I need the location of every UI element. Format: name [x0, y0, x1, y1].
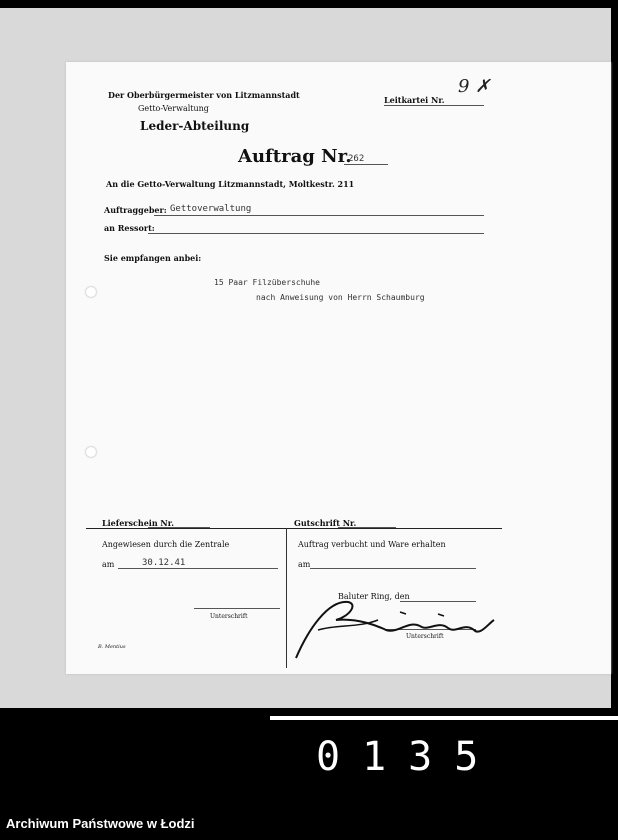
client-label: Auftraggeber: [104, 205, 167, 215]
unterschrift-left: Unterschrift [210, 613, 248, 620]
form-top-rule [86, 528, 502, 529]
handwritten-note: 9 ✗ [458, 76, 491, 97]
document-page [66, 62, 611, 674]
lieferschein-label: Lieferschein Nr. [102, 518, 174, 528]
form-divider [286, 528, 287, 668]
client-value: Gettoverwaltung [170, 204, 252, 214]
order-title: Auftrag Nr. [238, 146, 352, 167]
handwritten-signature [288, 590, 498, 662]
unterschrift-right: Unterschrift [406, 633, 444, 640]
printer-mark: B. Mentius [98, 644, 126, 650]
item-line-1: 15 Paar Filzüberschuhe [214, 278, 320, 287]
address-line: An die Getto-Verwaltung Litzmannstadt, Moltkestr. 211 [106, 179, 355, 189]
ressort-label: an Ressort: [104, 223, 155, 233]
auftrag-label: Auftrag verbucht und Ware erhalten [298, 540, 446, 549]
frame-counter: 0135 [316, 734, 501, 780]
issuer-line-3: Leder-Abteilung [140, 119, 250, 133]
leitkartei-line [384, 105, 484, 106]
order-number-line [344, 164, 388, 165]
ressort-line [148, 233, 484, 234]
issuer-line-1: Der Oberbürgermeister von Litzmannstadt [108, 90, 300, 100]
receive-label: Sie empfangen anbei: [104, 253, 202, 263]
place-label: Baluter Ring, den [338, 592, 410, 601]
leitkartei-label: Leitkartei Nr. [384, 95, 445, 105]
punch-hole-top [86, 287, 96, 297]
item-line-2: nach Anweisung von Herrn Schaumburg [256, 293, 425, 302]
am-label-right: am [298, 560, 311, 569]
order-number: 262 [348, 154, 365, 164]
issuer-line-2: Getto-Verwaltung [138, 104, 209, 113]
punch-hole-bottom [86, 447, 96, 457]
date-line-left [118, 568, 278, 569]
angewiesen-label: Angewiesen durch die Zentrale [102, 540, 230, 549]
signature-line-left [194, 608, 280, 609]
gutschrift-label: Gutschrift Nr. [294, 518, 357, 528]
archive-name: Archiwum Państwowe w Łodzi [6, 816, 195, 831]
client-line [154, 215, 484, 216]
date-value: 30.12.41 [142, 558, 186, 568]
am-label-left: am [102, 560, 115, 569]
film-frame-top [0, 0, 618, 8]
date-line-right [310, 568, 476, 569]
frame-counter-bar [270, 716, 618, 720]
